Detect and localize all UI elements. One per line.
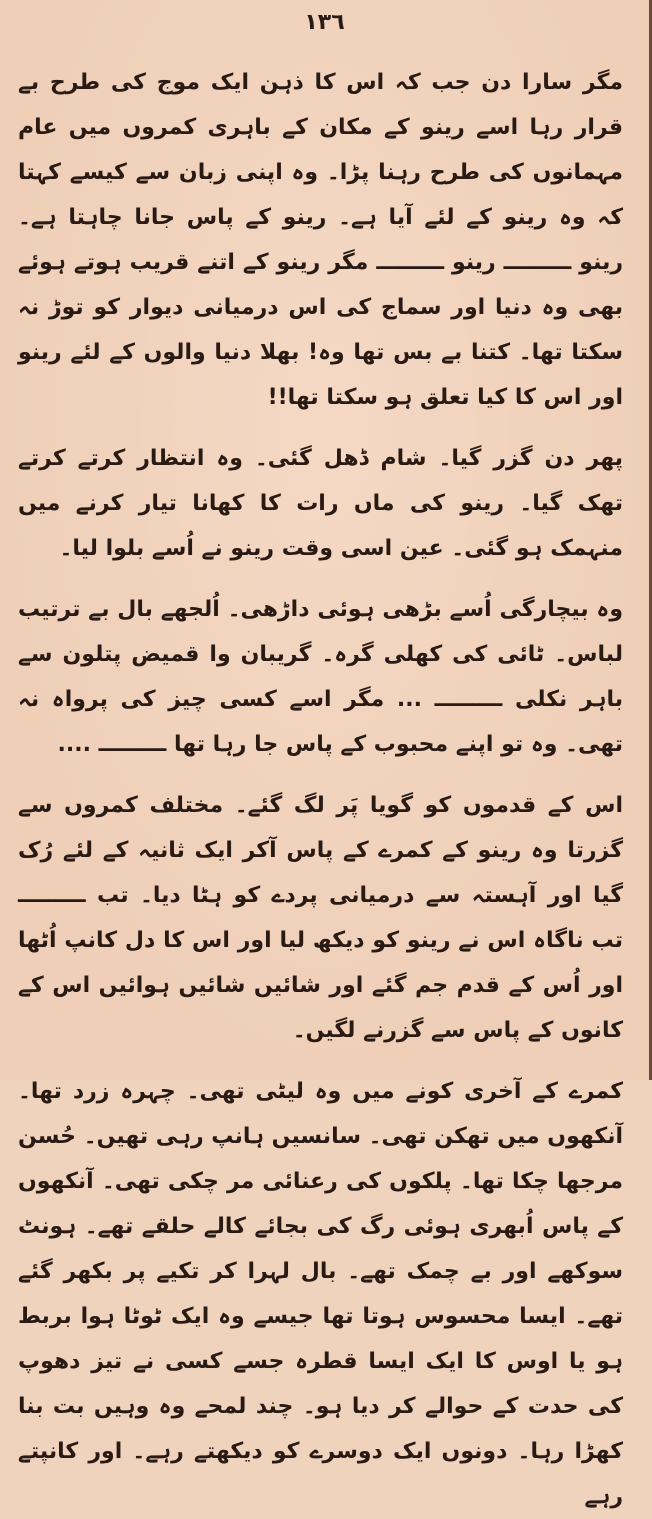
- paragraph-1: مگر سارا دن جب کہ اس کا ذہن ایک موج کی طرح بے قرار رہا اسے رینو کے مکان کے باہری کمروں میں عام مہمانوں کی طرح رہنا پڑا۔ وہ اپنی زبان سے کیسے کہتا کہ وہ رینو کے لئے آیا ہے۔ رینو کے پاس جانا چاہتا ہے۔ رینو ـــــــــ رینو ـــــــــ مگر رینو کے اتنے قریب ہوتے ہوئے بھی وہ دنیا اور سماج کی اس درمیانی دیوار کو توڑ نہ سکتا تھا۔ کتنا بے بس تھا وہ! بھلا دنیا والوں کے لئے رینو اور اس کا کیا تعلق ہو سکتا تھا!!: [18, 70, 623, 410]
- paragraph-5: کمرے کے آخری کونے میں وہ لیٹی تھی۔ چہرہ زرد تھا۔ آنکھوں میں تھکن تھی۔ سانسیں ہانپ رہی تھیں۔ حُسن مرجھا چکا تھا۔ پلکوں کی رعنائی مر چکی تھی۔ آنکھوں کے پاس اُبھری ہوئی رگ کی بجائے کالے حلقے تھے۔ ہونٹ سوکھے اور بے چمک تھے۔ بال لہرا کر تکیے پر بکھر گئے تھے۔ ایسا محسوس ہوتا تھا جیسے وہ ایک ٹوٹا ہوا بربط ہو یا اوس کا ایک ایسا قطرہ جسے کسی نے تیز دھوپ کی حدت کے حوالے کر دیا ہو۔ چند لمحے وہ وہیں بت بنا کھڑا رہا۔ دونوں ایک دوسرے کو دیکھتے رہے۔ اور کانپتے رہے: [18, 1079, 623, 1509]
- page-number: ١٣٦: [304, 10, 345, 35]
- page-body-text: [18, 60, 623, 1519]
- paragraph-4: اس کے قدموں کو گویا پَر لگ گئے۔ مختلف کمروں سے گزرتا وہ رینو کے کمرے کے پاس آکر ایک ثانیہ کے لئے رُک گیا اور آہستہ سے درمیانی پردے کو ہٹا دیا۔ تب ـــــــــ تب ناگاہ اس نے رینو کو دیکھ لیا اور اس کا دل کانپ اُٹھا اور اُس کے قدم جم گئے اور شائیں شائیں ہوائیں اس کے کانوں کے پاس سے گزرنے لگیں۔: [18, 793, 623, 1043]
- paragraph-3: وہ بیچارگی اُسے بڑھی ہوئی داڑھی۔ اُلجھے بال بے ترتیب لباس۔ ٹائی کی کھلی گرہ۔ گریبان وا قمیض پتلون سے باہر نکلی ـــــــــ ... مگر اسے کسی چیز کی پرواہ نہ تھی۔ وہ تو اپنے محبوب کے پاس جا رہا تھا ـــــــــ ....: [18, 597, 623, 757]
- paragraph-2: پھر دن گزر گیا۔ شام ڈھل گئی۔ وہ انتظار کرتے کرتے تھک گیا۔ رینو کی ماں رات کا کھانا تیار کرنے میں منہمک ہو گئی۔ عین اسی وقت رینو نے اُسے بلوا لیا۔: [18, 446, 623, 561]
